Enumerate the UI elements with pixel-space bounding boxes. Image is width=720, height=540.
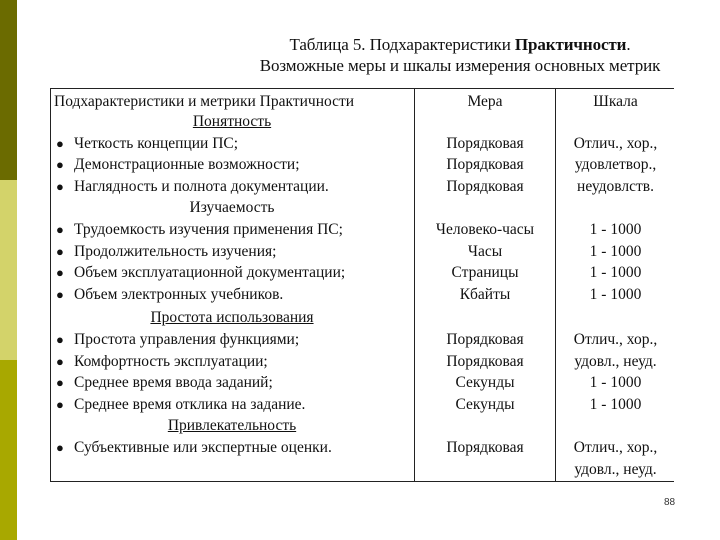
sidebar-segment-bottom: [0, 360, 17, 540]
header-scale: Шкала: [593, 93, 638, 110]
section-title: Изучаемость: [189, 199, 275, 216]
table-row: [50, 372, 674, 394]
scale-cell: 1 - 1000: [589, 264, 642, 281]
table-row: [50, 459, 674, 481]
metric-name: Простота управления функциями;: [74, 331, 300, 348]
scale-cell: удовлетвор.,: [574, 156, 657, 173]
measure-cell: Порядковая: [446, 331, 524, 348]
bullet-icon: ●: [56, 396, 64, 412]
caption-prefix: Таблица 5. Подхарактеристики: [289, 35, 515, 54]
table-row: [50, 437, 674, 459]
bullet-icon: ●: [56, 243, 64, 259]
table-header-row: [50, 91, 674, 113]
measure-cell: Порядковая: [446, 156, 524, 173]
measure-cell: Человеко-часы: [435, 221, 535, 238]
caption-line-2: Возможные меры и шкалы измерения основных метрик: [259, 56, 661, 75]
measure-cell: Порядковая: [446, 439, 524, 456]
bullet-icon: ●: [56, 178, 64, 194]
section-title-row: [50, 111, 674, 133]
bullet-icon: ●: [56, 157, 64, 172]
measure-cell: Секунды: [455, 395, 515, 413]
metric-name: Комфортность эксплуатации;: [74, 352, 268, 370]
section-title: Понятность: [192, 113, 272, 130]
metric-name: Четкость концепции ПС;: [74, 134, 239, 152]
measure-cell: Порядковая: [446, 352, 524, 370]
bullet-icon: ●: [56, 135, 64, 151]
bullet-icon: ●: [56, 265, 64, 280]
measure-cell: Порядковая: [446, 134, 524, 152]
table-row: [50, 394, 674, 416]
scale-cell: Отлич., хор.,: [573, 439, 658, 456]
table-row: [50, 154, 674, 176]
measure-cell: Секунды: [455, 374, 515, 391]
bullet-icon: ●: [56, 286, 64, 302]
caption-emphasis: Практичности: [514, 35, 627, 54]
table-row: [50, 176, 674, 198]
table-row: [50, 351, 674, 373]
scale-cell: 1 - 1000: [589, 285, 642, 303]
bullet-icon: ●: [56, 440, 64, 455]
scale-cell: удовл., неуд.: [574, 352, 657, 370]
table-caption: [220, 34, 700, 76]
bullet-icon: ●: [56, 375, 64, 390]
table-row: [50, 219, 674, 241]
header-metrics: Подхарактеристики и метрики Практичности: [54, 93, 355, 110]
table-row: [50, 284, 674, 306]
scale-cell: 1 - 1000: [589, 374, 642, 391]
section-title-row: [50, 415, 674, 437]
measure-cell: Кбайты: [459, 285, 511, 303]
scale-cell: Отлич., хор.,: [573, 134, 658, 152]
section-title-row: [50, 307, 674, 329]
caption-suffix: .: [626, 35, 631, 54]
sidebar-segment-middle: [0, 180, 17, 360]
metric-name: Демонстрационные возможности;: [74, 156, 300, 173]
metric-name: Объем эксплуатационной документации;: [74, 264, 346, 281]
bullet-icon: ●: [56, 332, 64, 347]
measure-cell: Порядковая: [446, 177, 524, 195]
bullet-icon: ●: [56, 222, 64, 237]
section-title: Простота использования: [150, 309, 314, 326]
scale-cell: Отлич., хор.,: [573, 331, 658, 348]
caption-line-1: [220, 34, 700, 55]
scale-cell: 1 - 1000: [589, 221, 642, 238]
table-row: [50, 329, 674, 351]
slide-sidebar-decoration: [0, 0, 17, 540]
bullet-icon: ●: [56, 353, 64, 369]
section-title-row: [50, 197, 674, 219]
metric-name: Субъективные или экспертные оценки.: [74, 439, 332, 456]
page-number: 88: [664, 497, 676, 508]
scale-cell: 1 - 1000: [589, 242, 642, 260]
metrics-table: [50, 88, 674, 482]
metric-name: Объем электронных учебников.: [74, 285, 284, 303]
section-title: Привлекательность: [167, 417, 297, 434]
scale-cell: неудовлств.: [577, 177, 654, 195]
table-row: [50, 241, 674, 263]
table-row: [50, 262, 674, 284]
metric-name: Среднее время ввода заданий;: [74, 374, 273, 391]
metric-name: Продолжительность изучения;: [74, 242, 277, 260]
sidebar-segment-top: [0, 0, 17, 180]
scale-cell: удовл., неуд.: [574, 460, 657, 478]
metric-name: Наглядность и полнота документации.: [74, 177, 329, 195]
scale-cell: 1 - 1000: [589, 395, 642, 413]
measure-cell: Страницы: [451, 264, 519, 281]
table-row: [50, 133, 674, 155]
measure-cell: Часы: [467, 242, 503, 260]
metric-name: Трудоемкость изучения применения ПС;: [74, 221, 343, 238]
metric-name: Среднее время отклика на задание.: [74, 395, 306, 413]
header-measure: Мера: [467, 93, 503, 110]
